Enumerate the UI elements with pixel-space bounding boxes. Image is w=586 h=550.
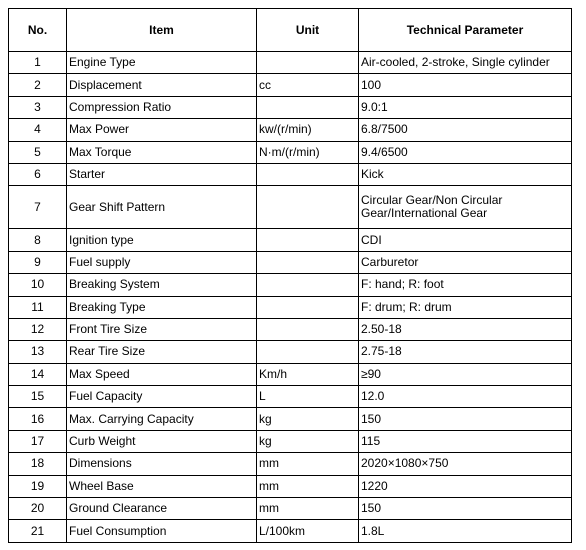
cell-param: F: hand; R: foot [359, 274, 572, 296]
cell-unit [257, 341, 359, 363]
cell-unit [257, 96, 359, 118]
cell-no: 7 [9, 186, 67, 229]
cell-item: Max Power [67, 119, 257, 141]
cell-unit [257, 163, 359, 185]
cell-no: 5 [9, 141, 67, 163]
spec-table-container [8, 8, 572, 543]
cell-item: Engine Type [67, 52, 257, 74]
cell-unit: kg [257, 430, 359, 452]
cell-param: 9.0:1 [359, 96, 572, 118]
table-row [9, 141, 572, 163]
cell-unit: kg [257, 408, 359, 430]
cell-no: 4 [9, 119, 67, 141]
technical-spec-table [8, 8, 572, 543]
table-row [9, 318, 572, 340]
cell-unit [257, 274, 359, 296]
cell-unit: mm [257, 475, 359, 497]
cell-no: 12 [9, 318, 67, 340]
cell-item: Ignition type [67, 229, 257, 251]
cell-no: 3 [9, 96, 67, 118]
cell-item: Dimensions [67, 453, 257, 475]
cell-item: Compression Ratio [67, 96, 257, 118]
header-unit: Unit [257, 9, 359, 52]
cell-no: 14 [9, 363, 67, 385]
cell-item: Displacement [67, 74, 257, 96]
table-row [9, 296, 572, 318]
cell-param: 150 [359, 408, 572, 430]
cell-item: Wheel Base [67, 475, 257, 497]
cell-item: Breaking System [67, 274, 257, 296]
cell-unit: N·m/(r/min) [257, 141, 359, 163]
cell-param: ≥90 [359, 363, 572, 385]
cell-unit [257, 251, 359, 273]
cell-param: Circular Gear/Non Circular Gear/International Gear [359, 186, 572, 229]
cell-item: Max Torque [67, 141, 257, 163]
table-row [9, 163, 572, 185]
cell-param: Air-cooled, 2-stroke, Single cylinder [359, 52, 572, 74]
cell-no: 20 [9, 498, 67, 520]
cell-unit: mm [257, 453, 359, 475]
cell-param: 9.4/6500 [359, 141, 572, 163]
table-row [9, 119, 572, 141]
cell-param: 2.50-18 [359, 318, 572, 340]
cell-no: 8 [9, 229, 67, 251]
cell-item: Front Tire Size [67, 318, 257, 340]
cell-param: 6.8/7500 [359, 119, 572, 141]
cell-unit: L [257, 386, 359, 408]
cell-no: 13 [9, 341, 67, 363]
cell-param: CDI [359, 229, 572, 251]
cell-item: Ground Clearance [67, 498, 257, 520]
cell-item: Curb Weight [67, 430, 257, 452]
cell-param: 115 [359, 430, 572, 452]
cell-no: 18 [9, 453, 67, 475]
cell-param: 1.8L [359, 520, 572, 542]
table-row [9, 52, 572, 74]
cell-item: Fuel supply [67, 251, 257, 273]
cell-no: 21 [9, 520, 67, 542]
table-row [9, 520, 572, 542]
cell-unit [257, 229, 359, 251]
cell-param: 100 [359, 74, 572, 96]
cell-item: Max Speed [67, 363, 257, 385]
cell-no: 1 [9, 52, 67, 74]
cell-unit [257, 186, 359, 229]
cell-unit [257, 296, 359, 318]
cell-item: Max. Carrying Capacity [67, 408, 257, 430]
cell-unit: kw/(r/min) [257, 119, 359, 141]
cell-item: Starter [67, 163, 257, 185]
cell-param: Kick [359, 163, 572, 185]
table-row [9, 186, 572, 229]
header-no: No. [9, 9, 67, 52]
cell-item: Gear Shift Pattern [67, 186, 257, 229]
header-technical-parameter: Technical Parameter [359, 9, 572, 52]
cell-unit: cc [257, 74, 359, 96]
header-row [9, 9, 572, 52]
cell-param: F: drum; R: drum [359, 296, 572, 318]
table-row [9, 498, 572, 520]
cell-no: 2 [9, 74, 67, 96]
table-row [9, 341, 572, 363]
cell-no: 19 [9, 475, 67, 497]
cell-unit: mm [257, 498, 359, 520]
table-row [9, 430, 572, 452]
cell-no: 16 [9, 408, 67, 430]
table-row [9, 274, 572, 296]
cell-no: 17 [9, 430, 67, 452]
table-row [9, 229, 572, 251]
table-row [9, 96, 572, 118]
cell-param: 150 [359, 498, 572, 520]
table-row [9, 251, 572, 273]
table-row [9, 453, 572, 475]
cell-item: Rear Tire Size [67, 341, 257, 363]
table-row [9, 363, 572, 385]
cell-param: Carburetor [359, 251, 572, 273]
cell-no: 6 [9, 163, 67, 185]
cell-unit [257, 52, 359, 74]
header-item: Item [67, 9, 257, 52]
cell-unit: L/100km [257, 520, 359, 542]
cell-param: 2020×1080×750 [359, 453, 572, 475]
cell-unit [257, 318, 359, 340]
cell-param: 12.0 [359, 386, 572, 408]
table-row [9, 74, 572, 96]
table-row [9, 386, 572, 408]
cell-param: 2.75-18 [359, 341, 572, 363]
cell-no: 15 [9, 386, 67, 408]
table-row [9, 475, 572, 497]
cell-no: 11 [9, 296, 67, 318]
cell-item: Fuel Capacity [67, 386, 257, 408]
cell-item: Fuel Consumption [67, 520, 257, 542]
cell-item: Breaking Type [67, 296, 257, 318]
cell-param: 1220 [359, 475, 572, 497]
cell-unit: Km/h [257, 363, 359, 385]
cell-no: 9 [9, 251, 67, 273]
cell-no: 10 [9, 274, 67, 296]
table-row [9, 408, 572, 430]
